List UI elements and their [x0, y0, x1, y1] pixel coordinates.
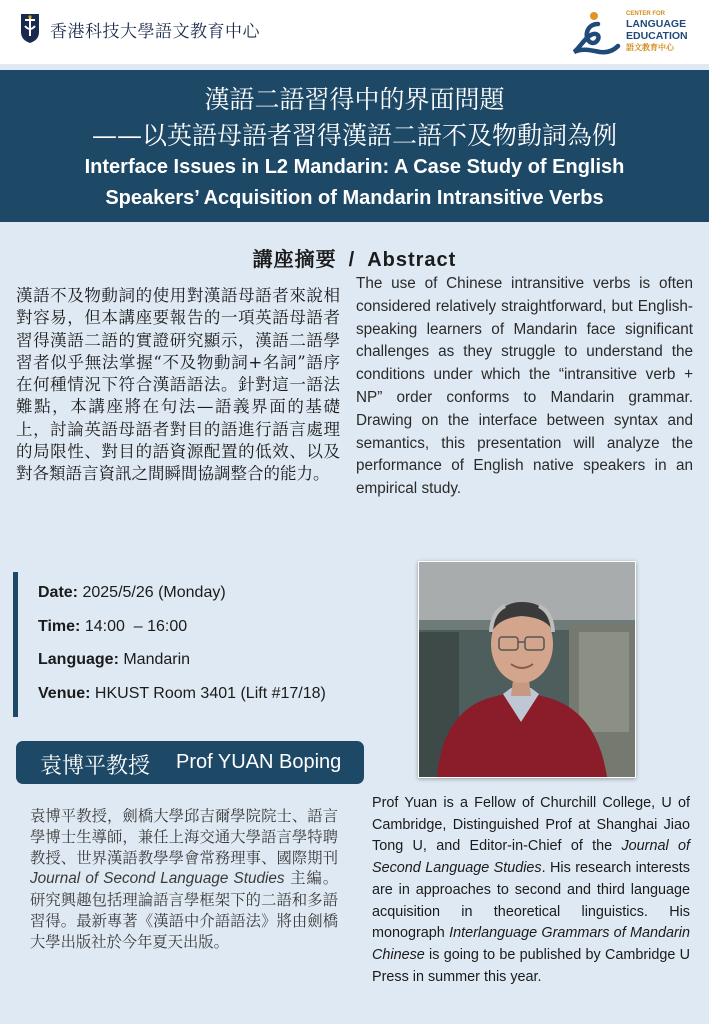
- en-bio-part2: . His research interests are in approaches to second and third language acquisition in theoretical linguistics. His monograph: [372, 860, 690, 942]
- abstract-heading: [0, 243, 709, 272]
- title-cn-line1: 漢語二語習得中的界面問題: [204, 85, 505, 114]
- en-bio-book: Interlanguage Grammars of Mandarin Chinese: [372, 925, 690, 963]
- event-venue: [38, 677, 326, 711]
- time-label: Time:: [38, 617, 81, 635]
- header-bar: [0, 0, 709, 64]
- info-accent-bar: [13, 572, 18, 717]
- cle-line-2: LANGUAGE: [626, 18, 687, 30]
- event-time: [38, 610, 326, 644]
- time-value: 14:00 – 16:00: [84, 617, 188, 635]
- cle-line-3: EDUCATION: [626, 30, 688, 42]
- en-bio-part3: is going to be published by Cambridge U Press in summer this year.: [372, 946, 690, 985]
- title-en-line2: Speakers’ Acquisition of Mandarin Intransitive Verbs: [105, 187, 604, 209]
- venue-label: Venue:: [38, 684, 91, 702]
- cle-line-4: 語文教育中心: [626, 43, 674, 52]
- cle-line-1: CENTER FOR: [626, 11, 665, 17]
- cn-bio-part2: 主編。研究興趣包括理論語言學框架下的二語和多語習得。最新專著《漢語中介語語法》將由劍橋大學出版社於今年夏天出版。: [30, 869, 338, 951]
- language-value: Mandarin: [123, 651, 191, 668]
- speaker-name-cn: 袁博平教授: [40, 754, 151, 779]
- event-info: [38, 576, 326, 710]
- title-cn-line2: ——以英語母語者習得漢語二語不及物動詞為例: [91, 121, 617, 150]
- language-label: Language:: [38, 651, 119, 668]
- speaker-bio-en: [372, 793, 690, 988]
- date-value: 2025/5/26 (Monday): [82, 584, 226, 601]
- title-banner: [0, 70, 709, 222]
- date-label: Date:: [38, 584, 79, 601]
- abstract-cn-text: 漢語不及物動詞的使用對漢語母語者來說相對容易，但本講座要報告的一項英語母語者習得漢語二語的實證研究顯示，漢語二語學習者似乎無法掌握“不及物動詞+名詞”語序在何種情況下符合漢語語法。針對這一語法難點，本講座將在句法—語義界面的基礎上，討論英語母語者對目的語進行語言處理的局限性、對目的語資源配置的低效、以及對各類語言資訊之間瞬間協調整合的能力。: [16, 286, 340, 484]
- venue-value: HKUST Room 3401 (Lift #17/18): [94, 684, 326, 702]
- speaker-photo: [418, 561, 636, 778]
- en-bio-part1: Prof Yuan is a Fellow of Churchill College, U of Cambridge, Distinguished Prof at Shanghai Jiao Tong U, and Editor-in-Chief of the: [372, 795, 690, 855]
- speaker-bio-cn: [30, 806, 338, 953]
- speaker-name-banner: [16, 741, 364, 784]
- abstract-heading-cn: 講座摘要: [252, 247, 337, 271]
- speaker-portrait-image: [419, 562, 635, 777]
- abstract-en-text: The use of Chinese intransitive verbs is often considered relatively straightforward, but English-speaking learners of Mandarin face significant challenges as they struggle to understand the conditions under which the “intransitive verb + NP” order conforms to Mandarin grammar. Drawing on the interface between syntax and semantics, this presentation will analyze the performance of English native speakers in an empirical study.: [356, 275, 693, 498]
- abstract-heading-en: Abstract: [367, 249, 457, 271]
- abstract-heading-separator: /: [348, 249, 356, 271]
- cle-logo-text: [626, 10, 688, 54]
- hkust-name: 香港科技大學語文教育中心: [50, 22, 260, 42]
- hkust-logo-icon: [18, 12, 42, 44]
- speaker-name-en: Prof YUAN Boping: [176, 751, 342, 773]
- event-language: [38, 643, 326, 677]
- cn-bio-journal: Journal of Second Language Studies: [30, 870, 285, 888]
- title-en-line1: Interface Issues in L2 Mandarin: A Case Study of English: [84, 156, 625, 178]
- en-bio-journal: Journal of Second Language Studies: [372, 838, 690, 877]
- event-date: [38, 576, 326, 610]
- cn-bio-part1: 袁博平教授，劍橋大學邱吉爾學院院士、語言學博士生導師，兼任上海交通大學語言學特聘教授、世界漢語教學學會常務理事、國際期刊: [30, 807, 338, 867]
- cle-logo-icon: [572, 10, 622, 56]
